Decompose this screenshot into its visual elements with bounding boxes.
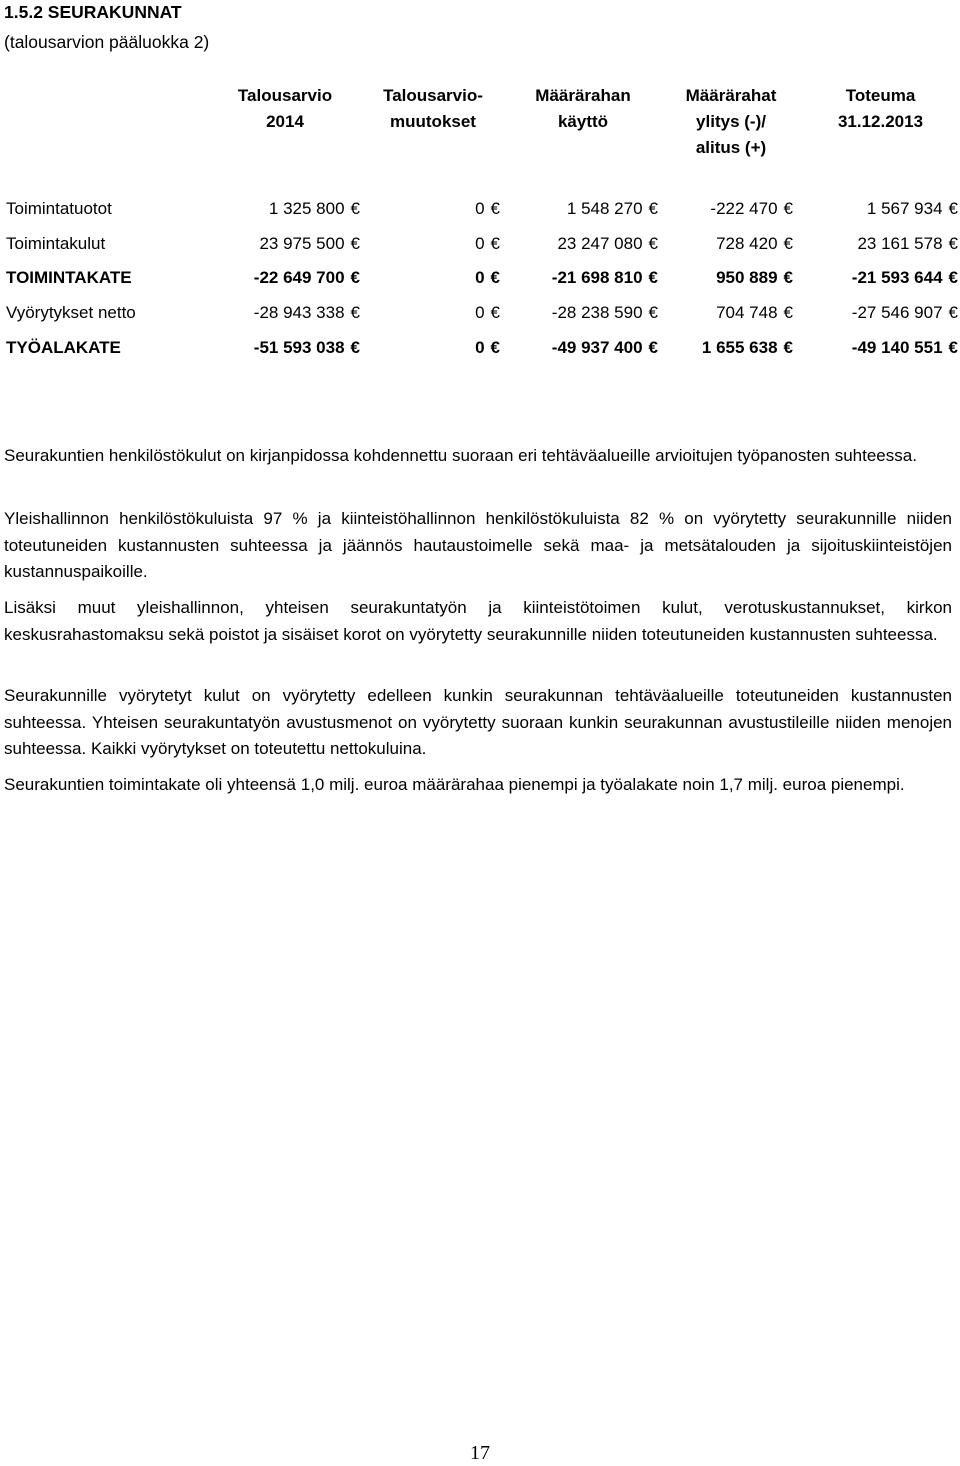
table-cell: [710, 199, 793, 219]
cell-value: -27 546 907: [851, 303, 943, 322]
euro-symbol: €: [783, 338, 793, 357]
cell-value: 1 325 800: [268, 199, 345, 218]
euro-symbol: €: [948, 234, 958, 253]
cell-value: -28 943 338: [253, 303, 345, 322]
cell-value: 23 975 500: [259, 234, 345, 253]
cell-value: -49 937 400: [551, 338, 643, 357]
cell-value: -21 698 810: [551, 268, 643, 287]
table-cell: [852, 338, 958, 358]
table-cell: [867, 199, 958, 219]
cell-value: 23 247 080: [557, 234, 643, 253]
table-cell: [852, 268, 958, 288]
euro-symbol: €: [490, 268, 500, 287]
row-label: Toimintakulut: [6, 234, 106, 253]
table-cell: [475, 268, 500, 288]
cell-value: 0: [475, 303, 485, 322]
cell-value: 0: [475, 234, 485, 253]
body-paragraph: Seurakunnille vyörytetyt kulut on vyörytetty edelleen kunkin seurakunnan tehtäväalueille toteutuneiden kustannusten suhteessa. Yhteisen seurakuntatyön avustusmenot on vyörytetty suoraan kunkin seurakunnan avustustileille niiden menojen suhteessa. Kaikki vyörytykset on toteutettu nettokuluina.: [4, 686, 952, 758]
cell-value: -51 593 038: [253, 338, 345, 357]
row-label: TOIMINTAKATE: [6, 268, 132, 287]
column-header-actual-2013: Toteuma 31.12.2013: [837, 86, 924, 131]
table-cell: [269, 199, 360, 219]
cell-value: -28 238 590: [551, 303, 643, 322]
table-cell: [557, 234, 658, 254]
section-subtitle: (talousarvion pääluokka 2): [4, 32, 210, 52]
euro-symbol: €: [948, 303, 958, 322]
body-paragraph: Yleishallinnon henkilöstökuluista 97 % ja kiinteistöhallinnon henkilöstökuluista 82 % on vyörytetty seurakunnille niiden toteutuneiden kustannusten suhteessa ja jäännös hautaustoimelle sekä maa- ja metsätalouden ja sijoituskiinteistöjen kustannuspaikoille.: [4, 509, 952, 581]
euro-symbol: €: [350, 338, 360, 357]
euro-symbol: €: [350, 268, 360, 287]
row-label: Toimintatuotot: [6, 199, 112, 218]
cell-value: 0: [475, 268, 485, 287]
section-title: 1.5.2 SEURAKUNNAT: [4, 2, 182, 22]
cell-value: -22 649 700: [253, 268, 345, 287]
table-cell: [702, 338, 793, 358]
euro-symbol: €: [350, 303, 360, 322]
cell-value: 950 889: [716, 268, 778, 287]
column-header-over-under: Määrärahat ylitys (-)/ alitus (+): [685, 86, 777, 157]
row-label: TYÖALAKATE: [6, 338, 121, 357]
table-row: [0, 338, 960, 368]
cell-value: -49 140 551: [851, 338, 943, 357]
cell-value: 0: [475, 338, 485, 357]
table-cell: [716, 268, 793, 288]
euro-symbol: €: [948, 199, 958, 218]
cell-value: 1 548 270: [566, 199, 643, 218]
euro-symbol: €: [350, 199, 360, 218]
body-paragraph: Seurakuntien toimintakate oli yhteensä 1,0 milj. euroa määrärahaa pienempi ja työalakate noin 1,7 milj. euroa pienempi.: [4, 775, 905, 794]
euro-symbol: €: [490, 234, 500, 253]
cell-value: 704 748: [716, 303, 778, 322]
cell-value: 0: [475, 199, 485, 218]
cell-value: 1 655 638: [701, 338, 778, 357]
table-cell: [716, 303, 793, 323]
euro-symbol: €: [648, 338, 658, 357]
table-cell: [475, 234, 500, 254]
table-row: [0, 199, 960, 229]
table-cell: [857, 234, 958, 254]
euro-symbol: €: [948, 338, 958, 357]
euro-symbol: €: [490, 303, 500, 322]
cell-value: 1 567 934: [866, 199, 943, 218]
body-paragraph: Seurakuntien henkilöstökulut on kirjanpidossa kohdennettu suoraan eri tehtäväalueille arvioitujen työpanosten suhteessa.: [4, 446, 917, 465]
euro-symbol: €: [783, 303, 793, 322]
column-header-appropriation-use: Määrärahan käyttö: [535, 86, 631, 131]
cell-value: 23 161 578: [857, 234, 943, 253]
euro-symbol: €: [783, 268, 793, 287]
table-cell: [475, 199, 500, 219]
column-header-budget-2014: Talousarvio 2014: [237, 86, 333, 131]
table-cell: [552, 268, 658, 288]
table-row: [0, 268, 960, 298]
euro-symbol: €: [490, 199, 500, 218]
euro-symbol: €: [783, 199, 793, 218]
euro-symbol: €: [783, 234, 793, 253]
body-paragraph: Lisäksi muut yleishallinnon, yhteisen seurakuntatyön ja kiinteistötoimen kulut, verotuskustannukset, kirkon keskusrahastomaksu sekä poistot ja sisäiset korot on vyörytetty seurakunnille niiden toteutuneiden kustannusten suhteessa.: [4, 598, 952, 644]
table-cell: [567, 199, 658, 219]
table-row: [0, 303, 960, 333]
euro-symbol: €: [648, 303, 658, 322]
column-header-budget-changes: Talousarvio- muutokset: [383, 86, 483, 131]
row-label: Vyörytykset netto: [6, 303, 136, 322]
euro-symbol: €: [948, 268, 958, 287]
table-cell: [254, 268, 360, 288]
euro-symbol: €: [350, 234, 360, 253]
page-number: 17: [470, 1442, 490, 1464]
table-row: [0, 234, 960, 264]
euro-symbol: €: [490, 338, 500, 357]
cell-value: -21 593 644: [851, 268, 943, 287]
table-cell: [254, 303, 360, 323]
table-cell: [552, 303, 658, 323]
cell-value: -222 470: [710, 199, 778, 218]
table-cell: [475, 303, 500, 323]
euro-symbol: €: [648, 268, 658, 287]
table-cell: [475, 338, 500, 358]
table-cell: [716, 234, 793, 254]
table-cell: [254, 338, 360, 358]
euro-symbol: €: [648, 234, 658, 253]
cell-value: 728 420: [716, 234, 778, 253]
table-cell: [852, 303, 958, 323]
table-cell: [552, 338, 658, 358]
table-cell: [259, 234, 360, 254]
euro-symbol: €: [648, 199, 658, 218]
